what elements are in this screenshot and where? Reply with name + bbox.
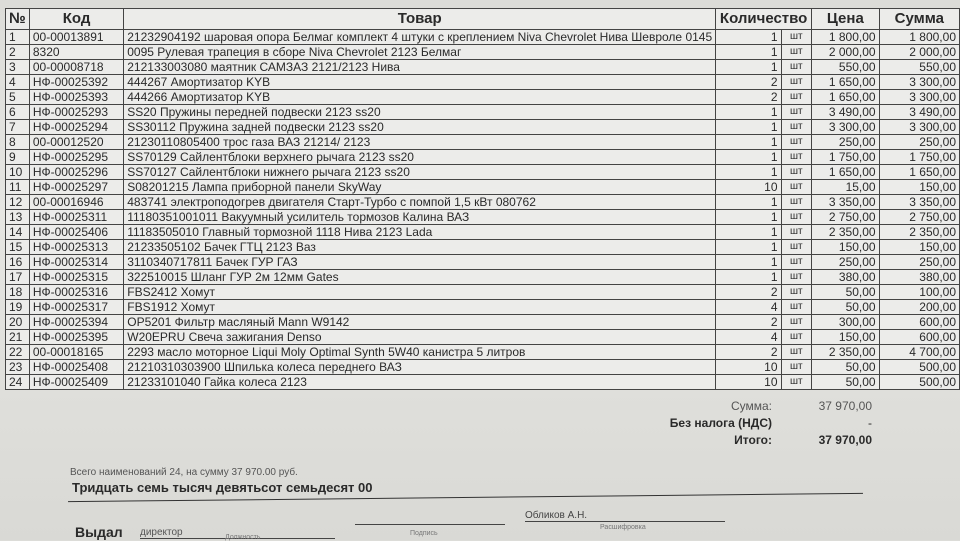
items-count-text: Всего наименований 24, на сумму 37 970.00 руб. bbox=[70, 467, 298, 478]
table-row bbox=[6, 195, 960, 210]
header-price: Цена bbox=[812, 9, 879, 30]
cell-no: 24 bbox=[6, 375, 30, 390]
cell-price: 2 000,00 bbox=[812, 45, 879, 60]
cell-no: 15 bbox=[6, 240, 30, 255]
sum-label: Сумма: bbox=[730, 399, 772, 413]
cell-no: 8 bbox=[6, 135, 30, 150]
cell-unit: шт bbox=[781, 75, 812, 90]
cell-name: S08201215 Лампа приборной панели SkyWay bbox=[124, 180, 716, 195]
cell-qty: 1 bbox=[716, 60, 781, 75]
cell-code: НФ-00025315 bbox=[29, 270, 123, 285]
total-value: 37 970,00 bbox=[818, 433, 872, 447]
cell-code: 00-00008718 bbox=[29, 60, 123, 75]
cell-price: 50,00 bbox=[812, 375, 879, 390]
cell-no: 10 bbox=[6, 165, 30, 180]
cell-code: НФ-00025316 bbox=[29, 285, 123, 300]
table-row bbox=[6, 120, 960, 135]
header-name: Товар bbox=[124, 9, 716, 30]
cell-price: 250,00 bbox=[812, 255, 879, 270]
cell-sum: 600,00 bbox=[879, 315, 959, 330]
cell-unit: шт bbox=[781, 270, 812, 285]
table-row bbox=[6, 45, 960, 60]
cell-price: 2 350,00 bbox=[812, 345, 879, 360]
table-row bbox=[6, 315, 960, 330]
table-row bbox=[6, 240, 960, 255]
cell-price: 1 650,00 bbox=[812, 90, 879, 105]
cell-name: 21233505102 Бачек ГТЦ 2123 Ваз bbox=[124, 240, 716, 255]
cell-name: W20EPRU Свеча зажигания Denso bbox=[124, 330, 716, 345]
cell-code: НФ-00025409 bbox=[29, 375, 123, 390]
sum-value: 37 970,00 bbox=[818, 399, 872, 413]
cell-qty: 10 bbox=[716, 180, 781, 195]
cell-code: НФ-00025408 bbox=[29, 360, 123, 375]
position-field: директор bbox=[140, 527, 335, 539]
cell-price: 50,00 bbox=[812, 285, 879, 300]
cell-price: 1 650,00 bbox=[812, 75, 879, 90]
cell-code: НФ-00025311 bbox=[29, 210, 123, 225]
cell-code: НФ-00025295 bbox=[29, 150, 123, 165]
cell-unit: шт bbox=[781, 255, 812, 270]
cell-price: 3 350,00 bbox=[812, 195, 879, 210]
cell-no: 22 bbox=[6, 345, 30, 360]
cell-name: 21233101040 Гайка колеса 2123 bbox=[124, 375, 716, 390]
cell-code: НФ-00025297 bbox=[29, 180, 123, 195]
cell-no: 16 bbox=[6, 255, 30, 270]
cell-price: 300,00 bbox=[812, 315, 879, 330]
cell-unit: шт bbox=[781, 210, 812, 225]
cell-price: 550,00 bbox=[812, 60, 879, 75]
cell-name: 21210310303900 Шпилька колеса переднего ВАЗ bbox=[124, 360, 716, 375]
cell-qty: 2 bbox=[716, 345, 781, 360]
cell-qty: 1 bbox=[716, 255, 781, 270]
cell-name: OP5201 Фильтр масляный Mann W9142 bbox=[124, 315, 716, 330]
cell-sum: 3 300,00 bbox=[879, 120, 959, 135]
amount-in-words: Тридцать семь тысяч девятьсот семьдесят 00 bbox=[72, 480, 373, 495]
cell-qty: 1 bbox=[716, 30, 781, 45]
totals-sum-row bbox=[640, 398, 872, 415]
cell-qty: 4 bbox=[716, 300, 781, 315]
table-row bbox=[6, 285, 960, 300]
tax-label: Без налога (НДС) bbox=[669, 416, 772, 430]
cell-name: 322510015 Шланг ГУР 2м 12мм Gates bbox=[124, 270, 716, 285]
table-row bbox=[6, 135, 960, 150]
cell-code: НФ-00025293 bbox=[29, 105, 123, 120]
cell-code: 00-00016946 bbox=[29, 195, 123, 210]
tax-value: - bbox=[868, 416, 872, 430]
cell-no: 7 bbox=[6, 120, 30, 135]
invoice-table bbox=[5, 8, 960, 390]
cell-price: 3 490,00 bbox=[812, 105, 879, 120]
cell-sum: 250,00 bbox=[879, 135, 959, 150]
cell-unit: шт bbox=[781, 90, 812, 105]
position-caption: Должность bbox=[225, 534, 261, 541]
table-row bbox=[6, 165, 960, 180]
cell-name: FBS2412 Хомут bbox=[124, 285, 716, 300]
cell-unit: шт bbox=[781, 330, 812, 345]
cell-sum: 150,00 bbox=[879, 240, 959, 255]
cell-unit: шт bbox=[781, 345, 812, 360]
table-row bbox=[6, 150, 960, 165]
cell-name: 11183505010 Главный тормозной 1118 Нива 2123 Lada bbox=[124, 225, 716, 240]
cell-sum: 150,00 bbox=[879, 180, 959, 195]
issued-label: Выдал bbox=[75, 524, 123, 540]
cell-unit: шт bbox=[781, 195, 812, 210]
cell-name: 212133003080 маятник САМЗАЗ 2121/2123 Нива bbox=[124, 60, 716, 75]
cell-unit: шт bbox=[781, 180, 812, 195]
cell-sum: 380,00 bbox=[879, 270, 959, 285]
totals-total-row bbox=[640, 432, 872, 449]
cell-price: 1 750,00 bbox=[812, 150, 879, 165]
totals-tax-row bbox=[640, 415, 872, 432]
cell-sum: 500,00 bbox=[879, 375, 959, 390]
cell-no: 2 bbox=[6, 45, 30, 60]
cell-sum: 500,00 bbox=[879, 360, 959, 375]
cell-unit: шт bbox=[781, 45, 812, 60]
cell-code: НФ-00025317 bbox=[29, 300, 123, 315]
cell-no: 12 bbox=[6, 195, 30, 210]
cell-code: 8320 bbox=[29, 45, 123, 60]
header-code: Код bbox=[29, 9, 123, 30]
cell-no: 1 bbox=[6, 30, 30, 45]
cell-code: НФ-00025392 bbox=[29, 75, 123, 90]
cell-unit: шт bbox=[781, 375, 812, 390]
cell-price: 2 750,00 bbox=[812, 210, 879, 225]
cell-qty: 4 bbox=[716, 330, 781, 345]
cell-code: НФ-00025393 bbox=[29, 90, 123, 105]
cell-price: 50,00 bbox=[812, 300, 879, 315]
table-header-row bbox=[6, 9, 960, 30]
cell-sum: 2 750,00 bbox=[879, 210, 959, 225]
cell-sum: 2 350,00 bbox=[879, 225, 959, 240]
cell-price: 250,00 bbox=[812, 135, 879, 150]
cell-no: 6 bbox=[6, 105, 30, 120]
cell-price: 150,00 bbox=[812, 240, 879, 255]
table-row bbox=[6, 90, 960, 105]
table-row bbox=[6, 75, 960, 90]
cell-qty: 1 bbox=[716, 105, 781, 120]
cell-qty: 2 bbox=[716, 75, 781, 90]
cell-price: 3 300,00 bbox=[812, 120, 879, 135]
cell-sum: 1 800,00 bbox=[879, 30, 959, 45]
cell-no: 23 bbox=[6, 360, 30, 375]
cell-no: 21 bbox=[6, 330, 30, 345]
signature-line bbox=[355, 524, 505, 525]
header-no: № bbox=[6, 9, 30, 30]
cell-code: НФ-00025294 bbox=[29, 120, 123, 135]
table-row bbox=[6, 375, 960, 390]
header-sum: Сумма bbox=[879, 9, 959, 30]
cell-no: 18 bbox=[6, 285, 30, 300]
cell-unit: шт bbox=[781, 225, 812, 240]
cell-code: 00-00012520 bbox=[29, 135, 123, 150]
cell-code: НФ-00025313 bbox=[29, 240, 123, 255]
cell-qty: 2 bbox=[716, 285, 781, 300]
cell-sum: 250,00 bbox=[879, 255, 959, 270]
cell-qty: 1 bbox=[716, 210, 781, 225]
cell-qty: 10 bbox=[716, 375, 781, 390]
cell-qty: 1 bbox=[716, 120, 781, 135]
cell-no: 4 bbox=[6, 75, 30, 90]
cell-no: 17 bbox=[6, 270, 30, 285]
cell-price: 150,00 bbox=[812, 330, 879, 345]
cell-qty: 1 bbox=[716, 165, 781, 180]
cell-no: 9 bbox=[6, 150, 30, 165]
cell-qty: 1 bbox=[716, 225, 781, 240]
cell-no: 19 bbox=[6, 300, 30, 315]
cell-name: 444266 Амортизатор KYB bbox=[124, 90, 716, 105]
cell-sum: 3 300,00 bbox=[879, 90, 959, 105]
cell-code: НФ-00025296 bbox=[29, 165, 123, 180]
cell-price: 1 800,00 bbox=[812, 30, 879, 45]
cell-qty: 1 bbox=[716, 270, 781, 285]
cell-sum: 3 350,00 bbox=[879, 195, 959, 210]
cell-unit: шт bbox=[781, 300, 812, 315]
cell-no: 5 bbox=[6, 90, 30, 105]
cell-qty: 2 bbox=[716, 315, 781, 330]
cell-sum: 4 700,00 bbox=[879, 345, 959, 360]
cell-unit: шт bbox=[781, 240, 812, 255]
cell-sum: 100,00 bbox=[879, 285, 959, 300]
cell-code: 00-00013891 bbox=[29, 30, 123, 45]
table-body bbox=[6, 30, 960, 390]
table-row bbox=[6, 255, 960, 270]
table-row bbox=[6, 210, 960, 225]
table-row bbox=[6, 300, 960, 315]
cell-sum: 1 750,00 bbox=[879, 150, 959, 165]
cell-unit: шт bbox=[781, 105, 812, 120]
cell-unit: шт bbox=[781, 120, 812, 135]
cell-qty: 10 bbox=[716, 360, 781, 375]
cell-code: 00-00018165 bbox=[29, 345, 123, 360]
cell-name: 21232904192 шаровая опора Белмаг комплект 4 штуки с креплением Niva Chevrolet Нива Шевроле 0145 bbox=[124, 30, 716, 45]
cell-price: 2 350,00 bbox=[812, 225, 879, 240]
cell-unit: шт bbox=[781, 150, 812, 165]
cell-sum: 600,00 bbox=[879, 330, 959, 345]
cell-name: SS30112 Пружина задней подвески 2123 ss20 bbox=[124, 120, 716, 135]
table-row bbox=[6, 60, 960, 75]
signature-caption: Подпись bbox=[410, 530, 438, 537]
cell-name: SS70127 Сайлентблоки нижнего рычага 2123 ss20 bbox=[124, 165, 716, 180]
cell-unit: шт bbox=[781, 165, 812, 180]
cell-no: 13 bbox=[6, 210, 30, 225]
cell-sum: 200,00 bbox=[879, 300, 959, 315]
cell-name: 444267 Амортизатор KYB bbox=[124, 75, 716, 90]
cell-price: 15,00 bbox=[812, 180, 879, 195]
cell-qty: 1 bbox=[716, 195, 781, 210]
cell-price: 380,00 bbox=[812, 270, 879, 285]
cell-qty: 2 bbox=[716, 90, 781, 105]
totals-block bbox=[640, 398, 872, 449]
cell-name: 11180351001011 Вакуумный усилитель тормозов Калина ВАЗ bbox=[124, 210, 716, 225]
cell-name: 2293 масло моторное Liqui Moly Optimal Synth 5W40 канистра 5 литров bbox=[124, 345, 716, 360]
cell-no: 20 bbox=[6, 315, 30, 330]
cell-no: 14 bbox=[6, 225, 30, 240]
table-row bbox=[6, 345, 960, 360]
cell-unit: шт bbox=[781, 135, 812, 150]
total-label: Итого: bbox=[734, 433, 772, 447]
cell-unit: шт bbox=[781, 60, 812, 75]
header-qty: Количество bbox=[716, 9, 812, 30]
cell-sum: 550,00 bbox=[879, 60, 959, 75]
cell-price: 1 650,00 bbox=[812, 165, 879, 180]
signer-name: Обликов А.Н. bbox=[525, 510, 725, 522]
cell-name: FBS1912 Хомут bbox=[124, 300, 716, 315]
cell-unit: шт bbox=[781, 30, 812, 45]
cell-code: НФ-00025395 bbox=[29, 330, 123, 345]
table-row bbox=[6, 105, 960, 120]
cell-no: 11 bbox=[6, 180, 30, 195]
cell-qty: 1 bbox=[716, 150, 781, 165]
cell-name: 21230110805400 трос газа ВАЗ 21214/ 2123 bbox=[124, 135, 716, 150]
cell-name: SS20 Пружины передней подвески 2123 ss20 bbox=[124, 105, 716, 120]
cell-unit: шт bbox=[781, 315, 812, 330]
cell-sum: 2 000,00 bbox=[879, 45, 959, 60]
cell-code: НФ-00025394 bbox=[29, 315, 123, 330]
table-row bbox=[6, 180, 960, 195]
cell-name: SS70129 Сайлентблоки верхнего рычага 2123 ss20 bbox=[124, 150, 716, 165]
table-row bbox=[6, 360, 960, 375]
cell-qty: 1 bbox=[716, 45, 781, 60]
cell-sum: 1 650,00 bbox=[879, 165, 959, 180]
cell-name: 483741 электроподогрев двигателя Старт-Турбо с помпой 1,5 кВт 080762 bbox=[124, 195, 716, 210]
cell-name: 0095 Рулевая трапеция в сборе Niva Chevrolet 2123 Белмаг bbox=[124, 45, 716, 60]
cell-qty: 1 bbox=[716, 240, 781, 255]
cell-unit: шт bbox=[781, 285, 812, 300]
cell-code: НФ-00025406 bbox=[29, 225, 123, 240]
cell-sum: 3 490,00 bbox=[879, 105, 959, 120]
cell-unit: шт bbox=[781, 360, 812, 375]
table-row bbox=[6, 30, 960, 45]
cell-name: 3110340717811 Бачек ГУР ГАЗ bbox=[124, 255, 716, 270]
cell-price: 50,00 bbox=[812, 360, 879, 375]
cell-qty: 1 bbox=[716, 135, 781, 150]
signer-caption: Расшифровка bbox=[600, 524, 646, 531]
cell-sum: 3 300,00 bbox=[879, 75, 959, 90]
table-row bbox=[6, 330, 960, 345]
table-row bbox=[6, 225, 960, 240]
table-row bbox=[6, 270, 960, 285]
cell-no: 3 bbox=[6, 60, 30, 75]
cell-code: НФ-00025314 bbox=[29, 255, 123, 270]
